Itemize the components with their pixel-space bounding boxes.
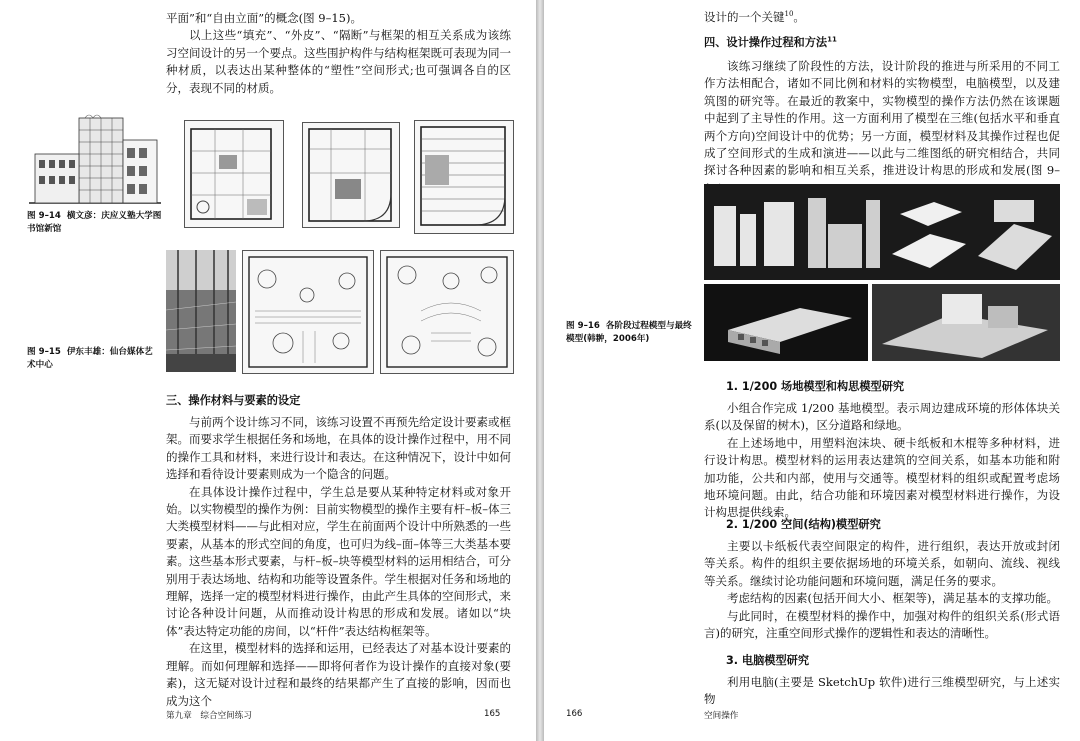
fig-9-15-number: 图 9–15 (27, 347, 61, 357)
subsection-2-body (704, 538, 1060, 642)
footnote-ref-11: 11 (827, 35, 837, 44)
section-4-heading (704, 34, 837, 50)
left-page-number: 165 (484, 709, 501, 719)
subsection-2-paragraph-3: 与此同时，在模型材料的操作中，加强对构件的组织关系(形式语言)的研究，注重空间形式操作的逻辑性和表达的清晰性。 (704, 608, 1060, 641)
section-4-body (704, 58, 1060, 197)
subsection-2-paragraph-2: 考虑结构的因素(包括开间大小、框架等)，满足基本的支撑功能。 (727, 591, 1058, 606)
right-top-end: 。 (793, 9, 805, 24)
section-3-paragraph-3: 在这里，模型材料的选择和运用，已经表达了对基本设计要素的理解。而如何理解和选择——即将何者作为设计操作的直接对象(要素)，这无疑对设计过程和最终的结果都产生了直接的影响，因而也成为这个 (166, 641, 511, 708)
fig-9-14-plan-2 (302, 122, 400, 228)
section-3-body (166, 414, 511, 710)
subsection-1-body (704, 400, 1060, 522)
section-3-heading: 三、操作材料与要素的设定 (166, 394, 301, 407)
subsection-2-heading: 2. 1/200 空间(结构)模型研究 (726, 518, 881, 531)
fig-9-14-caption (27, 210, 167, 236)
left-intro-text (166, 10, 511, 97)
intro-paragraph: 以上这些“填充”、“外皮”、“隔断”与框架的相互关系成为该练习空间设计的另一个要点。这些围护构件与结构框架既可表现为同一种材质，以表达出某种整体的“塑性”空间形式;也可强调各自的区分，表现不同的材质。 (166, 28, 511, 95)
section-4-title: 四、设计操作过程和方法 (704, 36, 828, 49)
fig-9-16-model-photo-2 (872, 284, 1060, 361)
fig-9-14-plan-1 (184, 120, 284, 228)
right-page-number: 166 (566, 709, 583, 719)
right-footer-title: 空间操作 (704, 711, 739, 721)
fig-9-15-plan-1 (242, 250, 374, 374)
fig-9-16-model-photo-1 (704, 284, 868, 361)
fig-9-15-plan-2 (380, 250, 514, 374)
right-page (544, 0, 1080, 741)
footnote-ref-10: 10 (784, 10, 794, 18)
fig-9-15-photo (166, 250, 236, 372)
subsection-1-paragraph-1: 小组合作完成 1/200 基地模型。表示周边建成环境的形体体块关系(以及保留的树木)，区分道路和绿地。 (704, 401, 1060, 433)
subsection-1-paragraph-2: 在上述场地中，用塑料泡沫块、硬卡纸板和木棍等多种材料，进行设计构思。模型材料的运用表达建筑的空间关系，如基本功能和附加功能，公共和内部，使用与交通等。模型材料的组织或配置考虑场地环境问题。由此，结合功能和环境因素对模型材料进行操作，为设计构思提供线索。 (704, 435, 1060, 520)
right-top-line (704, 6, 1060, 26)
subsection-2-paragraph-1: 主要以卡纸板代表空间限定的构件，进行组织，表达开放或封闭等关系。构件的组织主要依据场地的环境关系，如朝向、流线、视线等关系。继续讨论功能问题和环境问题，满足任务的要求。 (704, 539, 1060, 588)
left-footer-chapter: 第九章 综合空间练习 (166, 711, 252, 721)
left-page (0, 0, 536, 741)
fig-9-14-elevation-drawing (27, 110, 163, 206)
fig-9-14-title: 横文彦：庆应义塾大学图书馆新馆 (27, 211, 162, 234)
right-top-text: 设计的一个关键 (704, 9, 785, 24)
section-4-paragraph: 该练习继续了阶段性的方法，设计阶段的推进与所采用的不同工作方法相配合，诸如不同比例和材料的实物模型，电脑模型，以及建筑图的研究等。在最近的教案中，实物模型的操作方法仍然在该课题中起到了主导性的作用。这一方面利用了模型在三维(包括水平和垂直两个方向)空间设计中的优势；另一方面，模型材料及其操作过程也促成了空间形式的生成和演进——以此与二维图纸的研究相结合，共同探讨各种因素的影响和相互关系，推进设计构思的形成和发展(图 9– (704, 59, 1060, 178)
fig-9-14-plan-3 (414, 120, 514, 234)
fig-9-16-title: 各阶段过程模型与最终模型(韩翀，2006年) (566, 321, 692, 344)
fig-9-15-title: 伊东丰雄：仙台媒体艺术中心 (27, 347, 153, 370)
subsection-1-heading: 1. 1/200 场地模型和构思模型研究 (726, 380, 905, 393)
section-3-paragraph-2: 在具体设计操作过程中，学生总是要从某种特定材料或对象开始。以实物模型的操作为例：目前实物模型的操作主要有杆–板–体三大类模型材料——与此相对应，学生在前面两个设计中所熟悉的一些要素，从基本的形式空间的角度，也可归为线–面–体等三大类基本要素。这些基本形式要素，与杆–板–块等模型材料的运用相结合，可分别用于表达场地、结构和功能等设置条件。学生根据对任务和场地的理解，选择一定的模型材料进行操作，由此产生具体的空间形式，来讨论各种设计问题，从而推动设计构思的形成和发展。诸如以“块体”表达特定功能的房间，以“杆件”表达结构框架等。 (166, 484, 511, 638)
section-3-paragraph-1: 与前两个设计练习不同，该练习设置不再预先给定设计要素或框架。而要求学生根据任务和场地，在具体的设计操作过程中，用不同的操作工具和材料，来进行设计和表达。在这种情况下，设计中如何选择和看待设计要素则成为一个隐含的问题。 (166, 415, 511, 482)
book-gutter (536, 0, 544, 741)
subsection-3-paragraph-1: 利用电脑(主要是 SketchUp 软件)进行三维模型研究，与上述实物 (704, 675, 1060, 707)
fig-9-16-number: 图 9–16 (566, 321, 600, 331)
subsection-3-heading: 3. 电脑模型研究 (726, 654, 810, 667)
fig-9-16-model-row-1 (704, 184, 1060, 280)
subsection-3-body (704, 674, 1060, 709)
fig-9-16-caption (566, 320, 700, 346)
fig-9-14-number: 图 9–14 (27, 211, 61, 221)
fig-9-15-caption (27, 346, 161, 372)
intro-line: 平面”和“自由立面”的概念(图 9–15)。 (166, 11, 362, 25)
